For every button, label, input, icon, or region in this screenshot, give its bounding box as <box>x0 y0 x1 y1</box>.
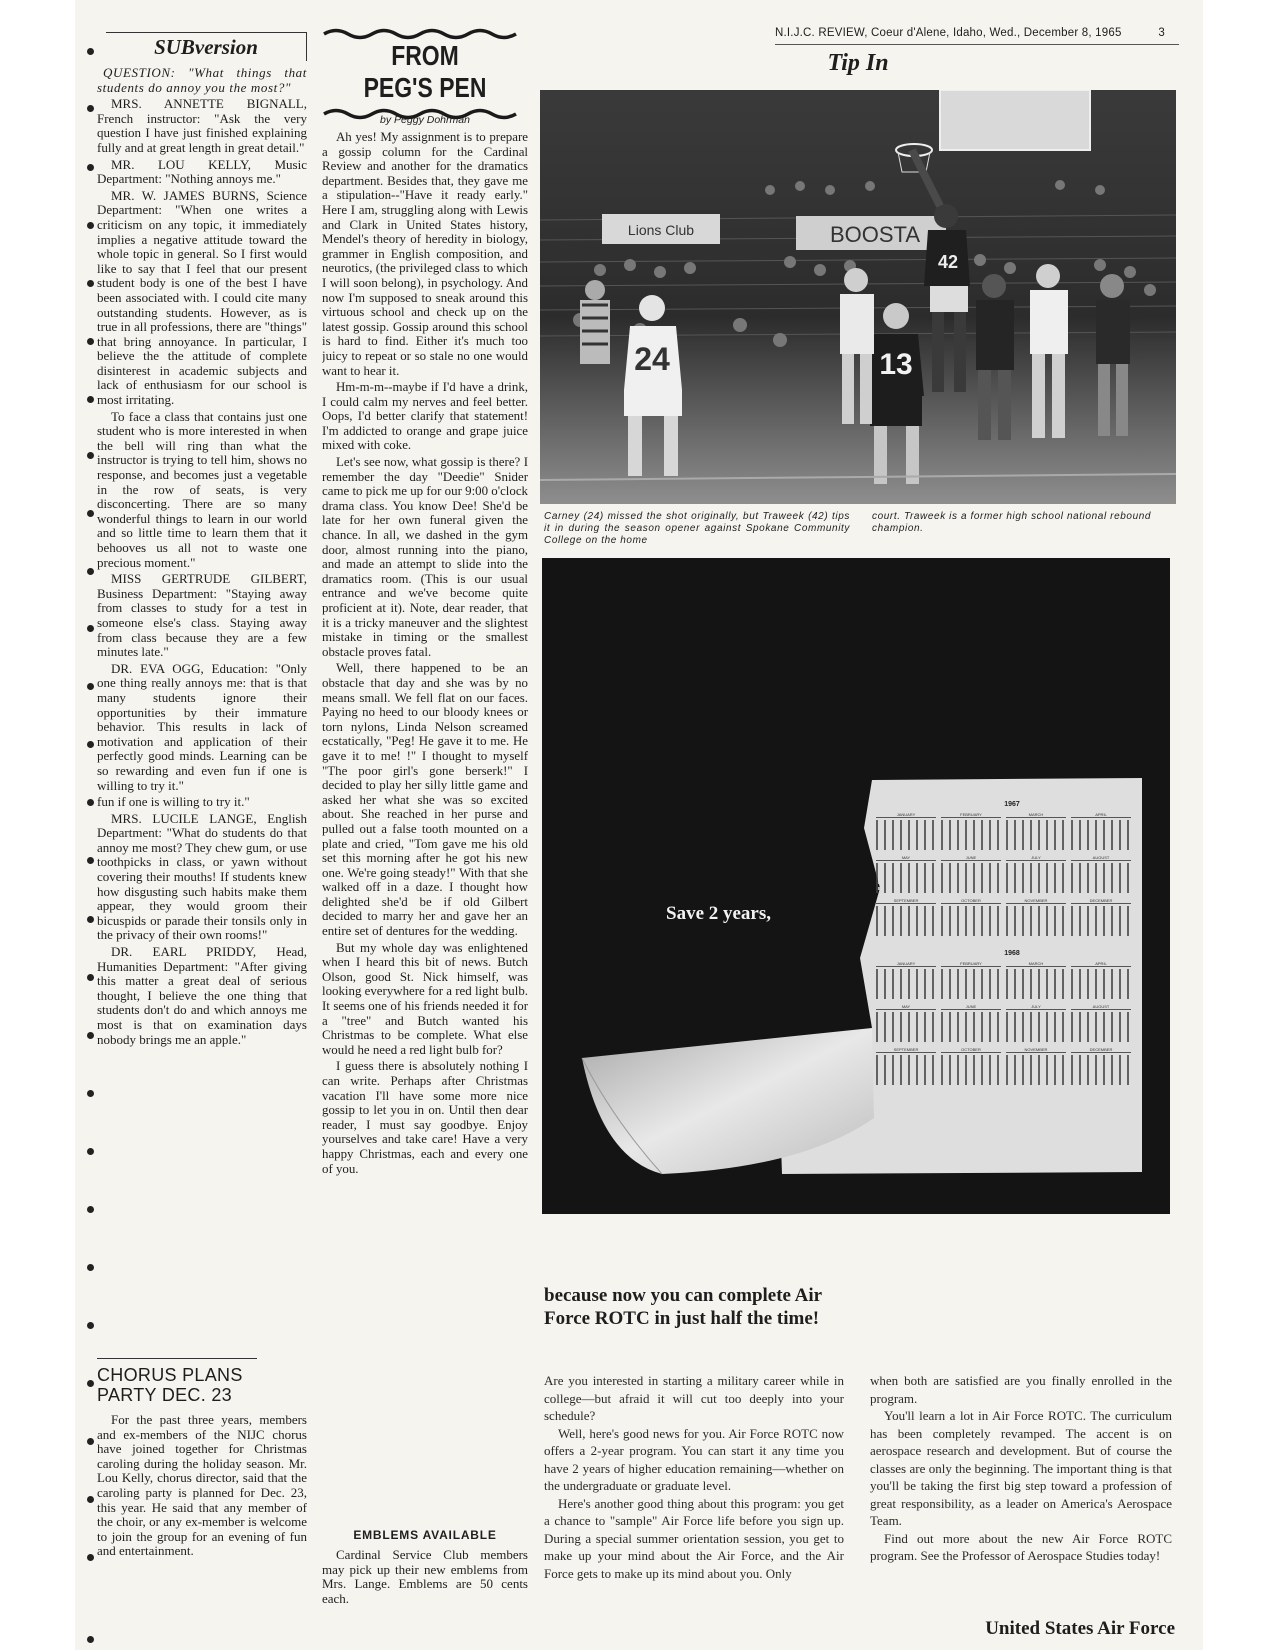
pegs-pen-title <box>341 40 510 104</box>
calendar-day-grid <box>1071 1012 1131 1042</box>
binder-hole <box>87 1322 94 1329</box>
calendar-month-label: MARCH <box>1006 812 1066 818</box>
calendar-grid-1968 <box>876 961 1138 1091</box>
jersey-number-24: 24 <box>634 341 670 377</box>
chorus-headline <box>97 1365 307 1405</box>
pegs-pen-title-line: PEG'S PEN <box>363 72 487 103</box>
ad-paragraph: Here's another good thing about this program: you get a chance to "sample" Air Force life before you sign up. During a special summer orientation session, you get to make up your mind about the Air Force, and the Air Force gets to make up its mind about you. Only <box>544 1495 844 1581</box>
calendar-month <box>1006 898 1066 938</box>
calendar-month <box>941 812 1001 852</box>
calendar-month <box>941 1047 1001 1087</box>
calendar-month-label: FEBRUARY <box>941 961 1001 967</box>
calendar-month-label: OCTOBER <box>941 898 1001 904</box>
pegs-pen-paragraph: I guess there is absolutely nothing I can write. Perhaps after Christmas vacation I'll have some more nice gossip to let you in on. Until then dear reader, I must say goodbye. Enjoy yourselves and take care! Have a very happy Christmas, each and every one of you. <box>322 1059 528 1176</box>
ad-body-column-1 <box>544 1372 844 1582</box>
ad-body-column-2 <box>870 1372 1172 1565</box>
subversion-title: SUBversion <box>154 35 258 59</box>
calendar-month-label: MAY <box>876 1004 936 1010</box>
subversion-paragraph: To face a class that contains just one student who is more interested in when the bell will ring than what the instructor is trying to tell him, shows no response, and becomes just a vegetable in the row of seats, is very disconcerting. There are so many wonderful things to learn in our world and so little time to learn them that it behooves us all not to waste one precious moment." <box>97 408 307 570</box>
calendar-month-label: DECEMBER <box>1071 898 1131 904</box>
chorus-headline-line: CHORUS PLANS <box>97 1365 243 1385</box>
calendar-day-grid <box>1006 1055 1066 1085</box>
binder-hole <box>87 280 94 287</box>
binder-hole <box>87 338 94 345</box>
ad-paragraph: when both are satisfied are you finally enrolled in the program. <box>870 1373 1172 1406</box>
ad-signature: United States Air Force <box>985 1618 1175 1639</box>
calendar-day-grid <box>941 863 1001 893</box>
calendar-month <box>1071 961 1131 1001</box>
binder-hole <box>87 683 94 690</box>
calendar-month <box>1071 1004 1131 1044</box>
pegs-pen-title-line: FROM <box>391 40 459 71</box>
ad-paragraph: Are you interested in starting a military career while in college—but afraid it will cut too deeply into your schedule? <box>544 1373 844 1423</box>
calendar-month <box>1071 1047 1131 1087</box>
calendar-month-label: MARCH <box>1006 961 1066 967</box>
section-rule <box>97 1358 257 1359</box>
calendar-month-label: APRIL <box>1071 961 1131 967</box>
calendar-day-grid <box>876 906 936 936</box>
calendar-day-grid <box>876 863 936 893</box>
subversion-paragraph: DR. EVA OGG, Education: "Only one thing really annoys me: that is that many students ignore their opportunities by their immature behavior. This results in lack of motivation and application of their perfectly good minds. Learning can be so rewarding and even fun if one is willing to try it." <box>97 660 307 793</box>
air-force-ad-image <box>542 558 1170 1214</box>
calendar-day-grid <box>876 969 936 999</box>
calendar-month <box>941 898 1001 938</box>
binder-hole <box>87 222 94 229</box>
calendar-day-grid <box>1071 1055 1131 1085</box>
calendar-month <box>1071 812 1131 852</box>
calendar-month-label: JUNE <box>941 1004 1001 1010</box>
calendar-day-grid <box>876 820 936 850</box>
calendar-month <box>941 961 1001 1001</box>
subversion-paragraph: fun if one is willing to try it." <box>97 794 250 810</box>
binder-hole <box>87 1438 94 1445</box>
pegs-pen-paragraph: Let's see now, what gossip is there? I remember the day "Deedie" Snider came to pick me up for our 9:00 o'clock drama class. You know Dee! She'd be late for her own funeral given the chance. In all, we dashed in the gym door, almost running into the piano, and made an attempt to slide into the dramatics room. (This is our usual entrance and we've become quite proficient at it). Note, dear reader, that it is a tricky maneuver and the slightest mistake in timing or the smallest obstacle proves fatal. <box>322 455 528 659</box>
masthead-text: N.I.J.C. REVIEW, Coeur d'Alene, Idaho, Wed., December 8, 1965 <box>775 27 1122 39</box>
calendar-day-grid <box>1071 906 1131 936</box>
pegs-pen-paragraph: But my whole day was enlightened when I heard this bit of news. Butch Olson, good St. Nick himself, was looking everywhere for a red light bulb. It seems one of his friends needed it for a "tree" and Butch wanted his Christmas to be complete. What else would he need a red light bulb for? <box>322 940 528 1057</box>
calendar-day-grid <box>1071 820 1131 850</box>
calendar-month-label: JULY <box>1006 1004 1066 1010</box>
emblems-section <box>322 1524 528 1650</box>
emblems-body-column <box>322 1548 528 1606</box>
binder-hole <box>87 1032 94 1039</box>
chorus-headline-line: PARTY DEC. 23 <box>97 1385 232 1405</box>
save-two-years-text: Save 2 years, <box>666 903 772 924</box>
calendar-month-label: AUGUST <box>1071 1004 1131 1010</box>
calendar-month-label: AUGUST <box>1071 855 1131 861</box>
calendar-month <box>876 855 936 895</box>
masthead-rule <box>775 44 1179 45</box>
page-number: 3 <box>1158 27 1165 39</box>
calendar-grid-1967 <box>876 812 1138 942</box>
calendar-day-grid <box>876 1055 936 1085</box>
basketball-scene <box>540 90 1176 504</box>
calendar-month <box>1006 812 1066 852</box>
basketball-photo <box>540 90 1176 504</box>
calendar-month-label: FEBRUARY <box>941 812 1001 818</box>
subversion-paragraph: DR. EARL PRIDDY, Head, Humanities Department: "After giving this matter a great deal of serious thought, I believe the one thing that students don't do and which annoys me most is that on examination days nobody brings me an apple." <box>97 944 307 1047</box>
calendar-month <box>1071 855 1131 895</box>
calendar-month-label: NOVEMBER <box>1006 898 1066 904</box>
calendar-month <box>876 1004 936 1044</box>
ad-paragraph: Well, here's good news for you. Air Force ROTC now offers a 2-year program. You can start it any time you have 2 years of higher education remaining—whether on the undergraduate or graduate level. <box>544 1425 844 1493</box>
calendar-day-grid <box>1006 969 1066 999</box>
calendar-day-grid <box>1006 820 1066 850</box>
binder-hole <box>87 452 94 459</box>
photo-caption-left: Carney (24) missed the shot originally, but Traweek (42) tips it in during the season opener against Spokane Community College on the home <box>544 511 850 546</box>
calendar-day-grid <box>941 906 1001 936</box>
ad-paragraph: You'll learn a lot in Air Force ROTC. The curriculum has been completely revamped. The accent is on aerospace research and development. But of course the classes are only the beginning. The important thing is that you'll be taking the first big step toward a profession of great responsibility, as a leader on America's Aerospace Team. <box>870 1408 1172 1528</box>
subversion-paragraph: MRS. ANNETTE BIGNALL, French instructor: "Ask the very question I have just finished explaining fully and at great length in great detail." <box>97 96 307 155</box>
jersey-number-13: 13 <box>879 348 913 381</box>
calendar-month-label: JANUARY <box>876 961 936 967</box>
calendar-day-grid <box>1071 969 1131 999</box>
binder-hole <box>87 105 94 112</box>
pegs-pen-byline: by Peggy Dohrman <box>380 114 470 126</box>
binder-hole <box>87 974 94 981</box>
pegs-pen-paragraph: Hm-m-m--maybe if I'd have a drink, I could calm my nerves and feel better. Oops, I'd better clarify that statement! I'm addicted to orange and grape juice mixed with coke. <box>322 380 528 453</box>
calendar-month <box>1071 898 1131 938</box>
calendar-day-grid <box>1006 906 1066 936</box>
calendar-month-label: JUNE <box>941 855 1001 861</box>
subversion-paragraph: MR. W. JAMES BURNS, Science Department: "When one writes a criticism on any topic, it immediately implies a negative attitude toward the whole topic in general. So I first would like to say that I feel that our present student body is one of the best I have been associated with. I could cite many outstanding students. However, as is true in all professions, there are "things" that bring annoyance. In particular, I believe the the attitude of complete disinterest in academic subjects and lack of enthusiasm for our school is most irritating. <box>97 187 307 408</box>
calendar-month-label: SEPTEMBER <box>876 898 936 904</box>
calendar-day-grid <box>941 1012 1001 1042</box>
binder-hole <box>87 510 94 517</box>
subversion-paragraph: MISS GERTRUDE GILBERT, Business Department: "Staying away from classes to study for a test in someone else's class. Staying away from class because they are a few minutes late." <box>97 571 307 660</box>
pegs-pen-paragraph: Ah yes! My assignment is to prepare a gossip column for the Cardinal Review and another for the dramatics department. Besides that, they gave me a stipulation--"Have it ready early." Here I am, struggling along with Lewis and Clark in United States history, Mendel's theory of heredity in biology, grammer in English composition, and neurotics, (the privileged class to which I will soon belong), in psychology. And now I'm supposed to sneak around this virtuous school and check up on the latest gossip. Gossip around this school is hard to find. Either it's much too juicy to repeat or so stale no one would want to hear it. <box>322 130 528 378</box>
calendar-day-grid <box>1071 863 1131 893</box>
binder-hole <box>87 799 94 806</box>
binder-hole <box>87 857 94 864</box>
calendar-day-grid <box>941 969 1001 999</box>
binder-hole <box>87 1636 94 1643</box>
binder-hole <box>87 396 94 403</box>
binder-hole <box>87 48 94 55</box>
binder-hole <box>87 625 94 632</box>
calendar-day-grid <box>941 820 1001 850</box>
calendar-month-label: NOVEMBER <box>1006 1047 1066 1053</box>
chorus-section <box>97 1358 307 1650</box>
binder-hole <box>87 741 94 748</box>
subversion-header-box <box>106 32 307 61</box>
emblems-headline: EMBLEMS AVAILABLE <box>353 1528 497 1542</box>
chorus-body-column <box>97 1413 307 1559</box>
calendar-month <box>1006 1004 1066 1044</box>
jersey-number-42: 42 <box>937 252 959 272</box>
binder-hole <box>87 1264 94 1271</box>
binder-hole <box>87 164 94 171</box>
binder-hole <box>87 1090 94 1097</box>
ad-headline: because now you can complete Air Force ROTC in just half the time! <box>544 1285 822 1329</box>
binder-hole <box>87 1148 94 1155</box>
calendar-month <box>876 898 936 938</box>
chorus-body: For the past three years, members and ex-members of the NIJC chorus have joined together for Christmas caroling during the holiday season. Mr. Lou Kelly, chorus director, said that the caroling party is planned for Dec. 23, this year. He said that any member of the choir, or any ex-member is welcome to join the group for an evening of fun and entertainment. <box>97 1412 307 1559</box>
calendar-month <box>941 1004 1001 1044</box>
calendar-day-grid <box>1006 863 1066 893</box>
calendar-month <box>876 1047 936 1087</box>
binder-hole <box>87 916 94 923</box>
lions-club-banner: Lions Club <box>627 222 695 238</box>
calendar-month <box>876 812 936 852</box>
subversion-paragraph: MRS. LUCILE LANGE, English Department: "What do students do that annoy me most? They chew gum, or use toothpicks in class, or yawn without covering their mouths! If students knew how disgusting such habits make them appear, they would groom their bicuspids or parade their tonsils only in the privacy of their own rooms!" <box>97 810 307 943</box>
calendar-year-1967: 1967 <box>1004 801 1020 808</box>
binder-hole <box>87 1206 94 1213</box>
photo-caption-right: court. Traweek is a former high school national rebound champion. <box>872 511 1152 534</box>
emblems-body: Cardinal Service Club members may pick up their new emblems from Mrs. Lange. Emblems are 50 cents each. <box>322 1547 528 1606</box>
pegs-pen-paragraph: Well, there happened to be an obstacle that day and she was by no means small. We fell flat on our faces. Paying no heed to our bloody knees or torn nylons, Linda Nelson screamed ecstatically, "Peg! He gave it to me. He gave it to me! !" I thought to myself "The poor girl's gone berserk!" I decided to play her silly little game and asked her what she was so excited about. She reached in her purse and pulled out a false tooth mounted on a plate and cried, "Tom gave me his old set this morning after he got his new one. We're going steady!" With that she walked off in a daze. I thought how delighted she'd be if old Gilbert decided to marry her and gave her an entire set of dentures for the wedding. <box>322 661 528 939</box>
pegs-pen-column <box>322 130 528 1522</box>
calendar-month-label: JANUARY <box>876 812 936 818</box>
calendar-month-label: OCTOBER <box>941 1047 1001 1053</box>
calendar-day-grid <box>941 1055 1001 1085</box>
calendar-month-label: JULY <box>1006 855 1066 861</box>
ad-paragraph: Find out more about the new Air Force ROTC program. See the Professor of Aerospace Studies today! <box>870 1530 1172 1563</box>
binder-hole <box>87 1380 94 1387</box>
calendar-month <box>876 961 936 1001</box>
tip-in-headline: Tip In <box>827 50 889 76</box>
calendar-month-label: SEPTEMBER <box>876 1047 936 1053</box>
subversion-paragraph: MR. LOU KELLY, Music Department: "Nothing annoys me." <box>97 156 307 187</box>
calendar-day-grid <box>876 1012 936 1042</box>
calendar-month <box>941 855 1001 895</box>
masthead-line <box>775 27 1165 39</box>
calendar-month <box>1006 855 1066 895</box>
calendar-month <box>1006 1047 1066 1087</box>
calendar-month <box>1006 961 1066 1001</box>
calendar-month-label: DECEMBER <box>1071 1047 1131 1053</box>
calendar-month-label: APRIL <box>1071 812 1131 818</box>
boosta-banner: BOOSTA <box>829 222 921 247</box>
pegs-pen-header <box>322 26 528 122</box>
calendar-year-1968: 1968 <box>1004 950 1020 957</box>
binder-hole <box>87 568 94 575</box>
subversion-question: QUESTION: "What things that students do annoy you the most?" <box>97 66 307 95</box>
calendar-month-label: MAY <box>876 855 936 861</box>
binder-hole <box>87 1496 94 1503</box>
calendar-day-grid <box>1006 1012 1066 1042</box>
binder-hole <box>87 1554 94 1561</box>
